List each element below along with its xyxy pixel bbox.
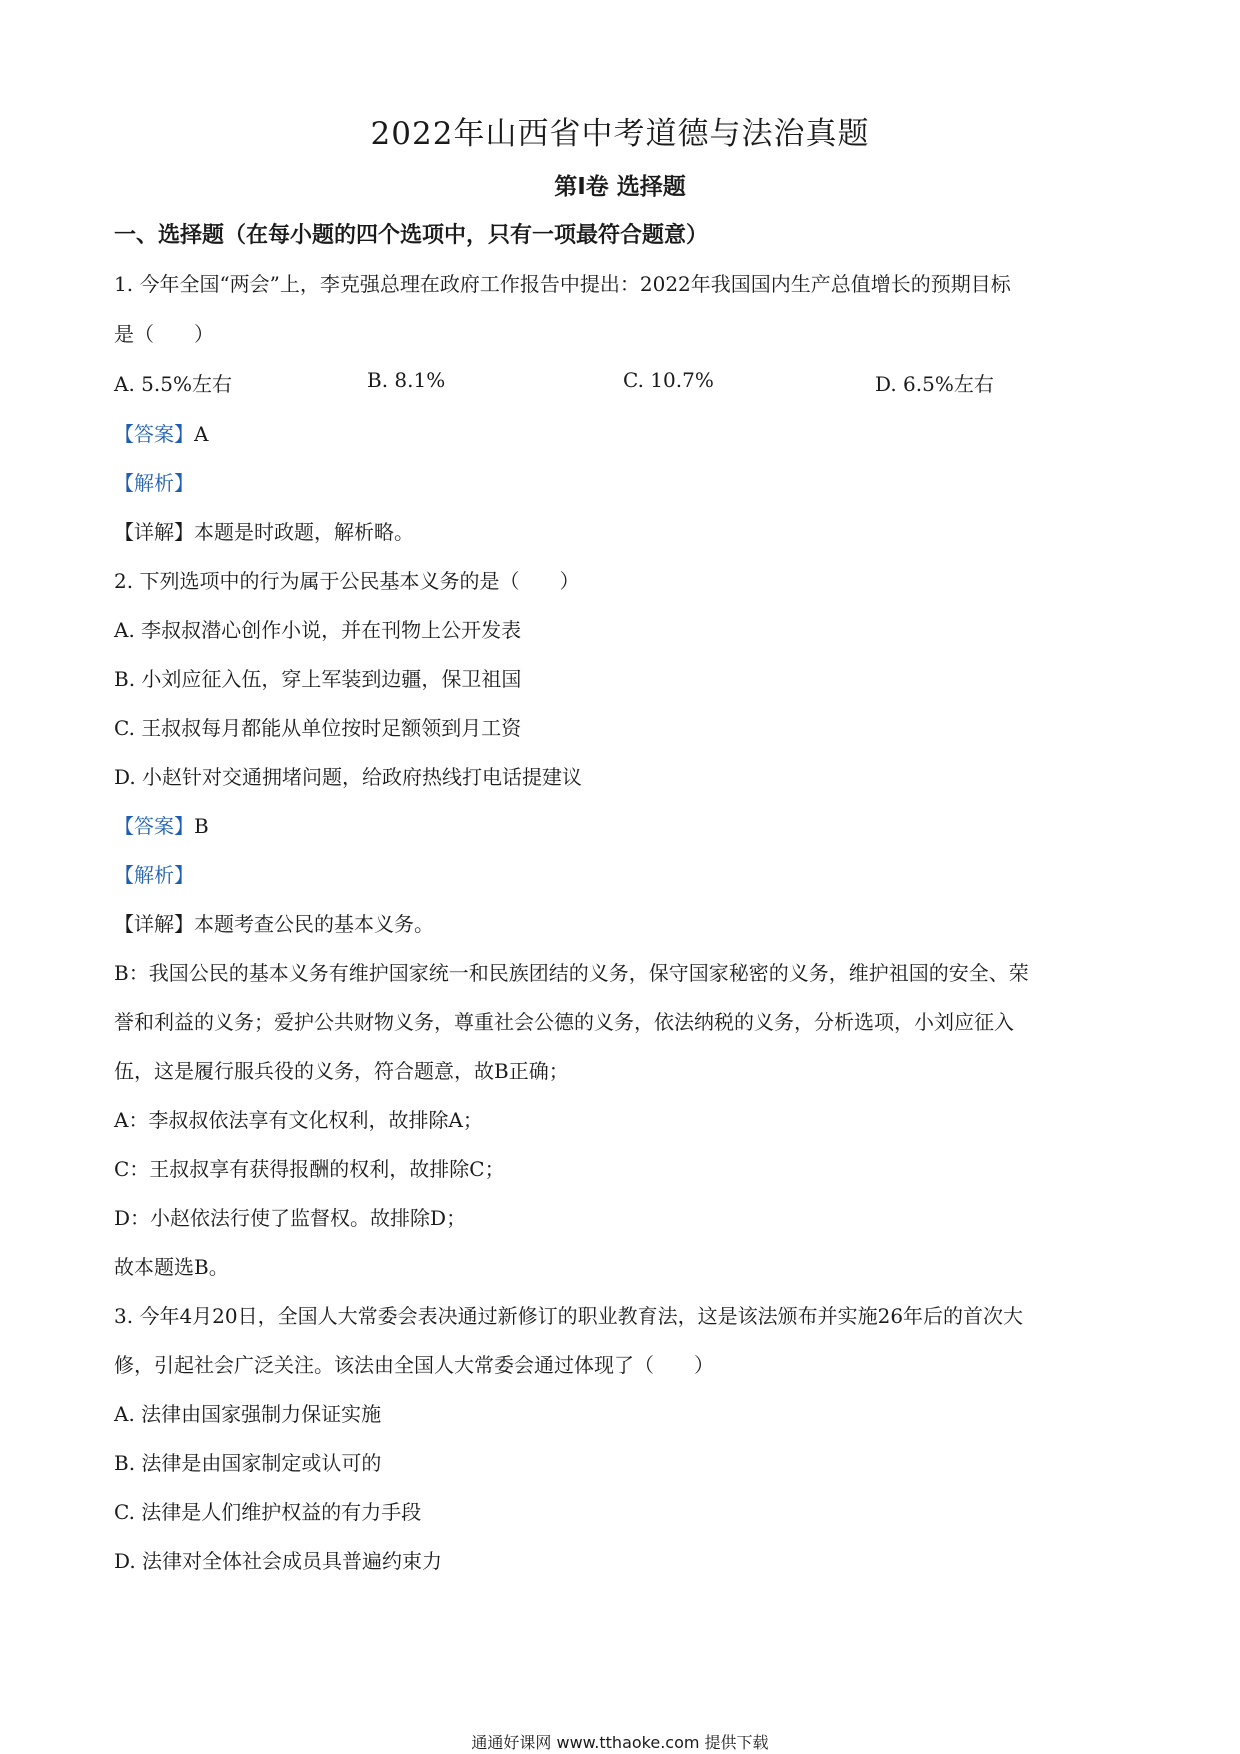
q2-answer [114,810,209,839]
q1-option-a: A. 5.5%左右 [114,372,232,396]
q2-explain-line5: C：王叔叔享有获得报酬的权利，故排除C； [114,1157,505,1181]
q1-answer-label: 【答案】 [114,422,194,446]
q2-explain-line6: D：小赵依法行使了监督权。故排除D； [114,1206,467,1230]
q2-explain-line1: B：我国公民的基本义务有维护国家统一和民族团结的义务，保守国家秘密的义务，维护祖国的安全、荣 [114,961,1029,985]
q1-options [114,368,1014,396]
q2-explain-line2: 誉和利益的义务；爱护公共财物义务，尊重社会公德的义务，依法纳税的义务，分析选项，小刘应征入 [114,1010,1014,1034]
q1-detail: 【详解】本题是时政题，解析略。 [114,520,414,544]
q2-detail: 【详解】本题考查公民的基本义务。 [114,912,434,936]
q3-option-c: C. 法律是人们维护权益的有力手段 [114,1500,422,1524]
q1-answer-value: A [194,422,209,446]
q1-stem-line1: 1. 今年全国“两会”上，李克强总理在政府工作报告中提出：2022年我国国内生产总值增长的预期目标 [114,272,1011,296]
footer-watermark: 通通好课网 www.tthaoke.com 提供下载 [471,1733,769,1752]
q1-stem-line2: 是（ ） [114,322,214,346]
q2-explain-line4: A：李叔叔依法享有文化权利，故排除A； [114,1108,483,1132]
q1-analysis-label: 【解析】 [114,471,194,495]
q2-option-a: A. 李叔叔潜心创作小说，并在刊物上公开发表 [114,618,522,642]
q3-stem-line2: 修，引起社会广泛关注。该法由全国人大常委会通过体现了（ ） [114,1353,714,1377]
page-subtitle: 第Ⅰ卷 选择题 [554,174,686,200]
q2-option-b: B. 小刘应征入伍，穿上军装到边疆，保卫祖国 [114,667,522,691]
q2-analysis-label: 【解析】 [114,863,194,887]
q2-option-c: C. 王叔叔每月都能从单位按时足额领到月工资 [114,716,522,740]
q1-option-c: C. 10.7% [623,368,714,392]
q3-option-d: D. 法律对全体社会成员具普遍约束力 [114,1549,443,1573]
q2-conclusion: 故本题选B。 [114,1255,229,1279]
q2-answer-label: 【答案】 [114,814,194,838]
q3-option-b: B. 法律是由国家制定或认可的 [114,1451,382,1475]
section-heading: 一、选择题（在每小题的四个选项中，只有一项最符合题意） [114,223,709,248]
page-title: 2022年山西省中考道德与法治真题 [370,116,870,152]
q2-stem: 2. 下列选项中的行为属于公民基本义务的是（ ） [114,569,580,593]
q2-explain-line3: 伍，这是履行服兵役的义务，符合题意，故B正确； [114,1059,569,1083]
q2-option-d: D. 小赵针对交通拥堵问题，给政府热线打电话提建议 [114,765,583,789]
q1-answer [114,418,208,447]
q2-answer-value: B [194,814,209,838]
q1-option-d: D. 6.5%左右 [875,372,994,396]
q1-option-b: B. 8.1% [367,368,446,392]
q3-option-a: A. 法律由国家强制力保证实施 [114,1402,382,1426]
q3-stem-line1: 3. 今年4月20日，全国人大常委会表决通过新修订的职业教育法，这是该法颁布并实施26年后的首次大 [114,1304,1024,1328]
